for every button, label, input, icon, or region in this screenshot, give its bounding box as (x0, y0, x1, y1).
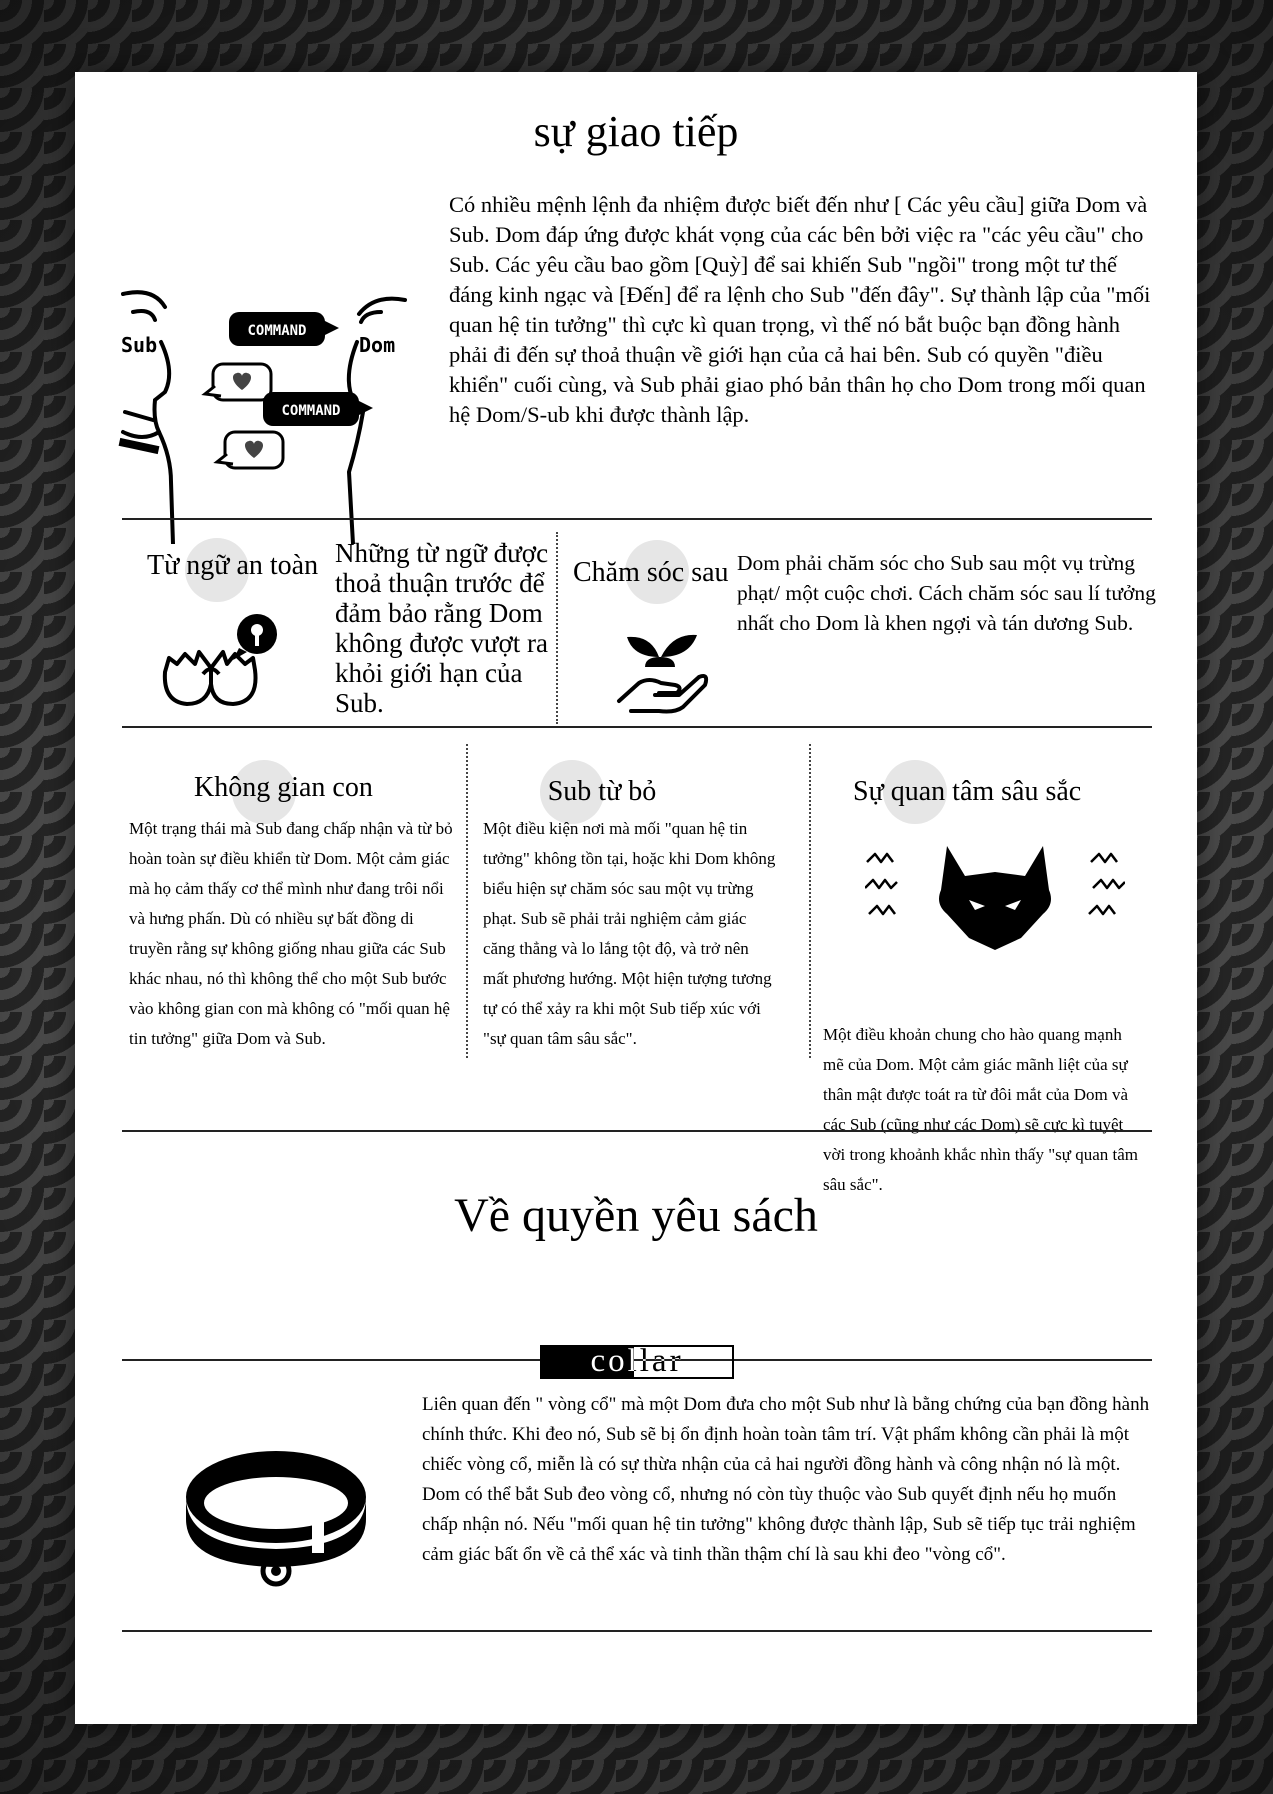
wolf-head-icon (865, 844, 1125, 954)
collar-text: Liên quan đến " vòng cổ" mà một Dom đưa cho một Sub như là bằng chứng của bạn đồng hành chính thức. Khi đeo nó, Sub sẽ bị ổn định hoàn toàn tâm trí. Vật phẩm không cần phải là một chiếc vòng cổ, miễn là có sự thừa nhận của cả hai người đồng hành và công nhận nó là một. Dom có thể bắt Sub đeo vòng cổ, nhưng nó còn tùy thuộc vào Sub quyết định nếu họ muốn chấp nhận nó. Nếu "mối quan hệ tin tưởng" không được thành lập, Sub sẽ tiếp tục trải nghiệm cảm giác bất ổn về cả thể xác và tinh thần thậm chí là sau khi đeo "vòng cổ". (422, 1394, 1150, 1565)
sub-dom-command-illustration (113, 282, 413, 544)
safe-word-title: Từ ngữ an toàn (147, 550, 319, 581)
dotted-divider (556, 532, 558, 724)
sub-collar-icon (119, 438, 160, 454)
document-page (75, 72, 1197, 1724)
pinky-promise-icon (155, 612, 285, 712)
dotted-divider (809, 744, 811, 1058)
collar-icon (182, 1447, 370, 1587)
sub-drop-text: Một điều kiện nơi mà mối "quan hệ tin tưởng" không tồn tại, hoặc khi Dom không biểu hiện sự chăm sóc sau một vụ trừng phạt. Sub sẽ phải trải nghiệm cảm giác căng thẳng và lo lắng tột độ, và trở nên mất phương hướng. Một hiện tượng tương tự có thể xảy ra khi một Sub tiếp xúc với "sự quan tâm sâu sắc". (483, 819, 776, 1048)
collar-label-box (540, 1345, 734, 1379)
command-label-1: COMMAND (247, 323, 307, 339)
divider (122, 726, 1152, 728)
dotted-divider (466, 744, 468, 1058)
claim-title: Về quyền yêu sách (454, 1189, 818, 1242)
collar-label: collar (590, 1343, 684, 1379)
safe-word-text: Những từ ngữ được thoả thuận trước để đảm bảo rằng Dom không được vượt ra khỏi giới hạn của Sub. (335, 538, 549, 718)
communication-paragraph: Có nhiều mệnh lệnh đa nhiệm được biết đến như [ Các yêu cầu] giữa Dom và Sub. Dom đáp ứng được khát vọng của các bên bởi việc ra "các yêu cầu" cho Sub. Các yêu cầu bao gồm [Quỳ] để sai khiến Sub "ngồi" trong một tư thế đáng kinh ngạc và [Đến] để ra lệnh cho Sub "đến đây". Sự thành lập của "mối quan hệ tin tưởng" thì cực kì quan trọng, vì thế nó bắt buộc bạn đồng hành phải đi đến sự thoả thuận về giới hạn của cả hai bên. Sub có quyền "điều khiển" cuối cùng, và Sub phải giao phó bản thân họ cho Dom trong mối quan hệ Dom/S-ub khi được thành lập. (449, 192, 1151, 427)
hand-sprout-icon (615, 627, 715, 717)
sub-label: Sub (121, 333, 158, 357)
subspace-text: Một trạng thái mà Sub đang chấp nhận và từ bỏ hoàn toàn sự điều khiển từ Dom. Một cảm giác mà họ cảm thấy cơ thể mình như đang trôi nổi và hưng phấn. Dù có nhiều sự bất đồng di truyền rằng sự không giống nhau giữa các Sub khác nhau, nó thì không thể cho một Sub bước vào không gian con mà không có "mối quan hệ tin tưởng" giữa Dom và Sub. (129, 819, 453, 1048)
glare-title: Sự quan tâm sâu sắc (853, 776, 1082, 807)
command-label-2: COMMAND (281, 403, 341, 419)
glare-text: Một điều khoản chung cho hào quang mạnh mẽ của Dom. Một cảm giác mãnh liệt của sự thân mật được toát ra từ đôi mắt của Dom và các Sub (cũng như các Dom) sẽ cực kì tuyệt vời trong khoảnh khắc nhìn thấy "sự quan tâm sâu sắc". (823, 1025, 1139, 1194)
subspace-title: Không gian con (194, 772, 373, 803)
divider (122, 1130, 1152, 1132)
dom-label: Dom (359, 333, 396, 357)
divider (122, 518, 1152, 520)
aftercare-text: Dom phải chăm sóc cho Sub sau một vụ trừng phạt/ một cuộc chơi. Cách chăm sóc sau lí tưởng nhất cho Dom là khen ngợi và tán dương Sub. (737, 551, 1156, 635)
divider (122, 1630, 1152, 1632)
sub-drop-title: Sub từ bỏ (547, 776, 657, 807)
aftercare-title: Chăm sóc sau (573, 557, 729, 588)
communication-title: sự giao tiếp (533, 107, 739, 156)
